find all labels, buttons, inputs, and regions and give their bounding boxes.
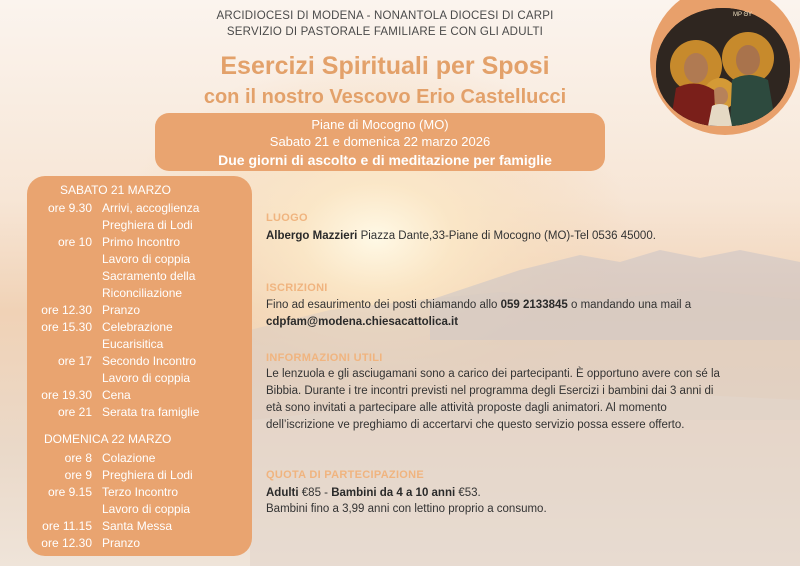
day2-title: DOMENICA 22 MARZO: [44, 432, 172, 446]
luogo-text: [266, 228, 786, 245]
phone-number: 059 2133845: [500, 299, 568, 311]
venue-address: Piazza Dante,33-Piane di Mocogno (MO)-Tel 0536 45000.: [357, 230, 656, 242]
schedule-item: [30, 387, 250, 404]
quota-prices: [266, 485, 786, 502]
iscrizioni-mail-intro: o mandando una mail a: [567, 299, 692, 311]
schedule-activity-line: Preghiera di Lodi: [102, 468, 193, 482]
bambini-label: Bambini da 4 a 10 anni: [331, 487, 456, 499]
tagline-text: Due giorni di ascolto e di meditazione per famiglie: [218, 152, 552, 168]
schedule-time: ore 19.30: [41, 388, 92, 402]
schedule-activity: [102, 404, 199, 421]
schedule-time: ore 9: [64, 468, 92, 482]
info-utili-text: [266, 366, 791, 434]
schedule-item: [30, 535, 250, 552]
quota-label: QUOTA DI PARTECIPAZIONE: [266, 469, 425, 481]
schedule-activity-line: Preghiera di Lodi: [102, 218, 193, 232]
schedule-activity: [102, 467, 193, 484]
diocese-header: ARCIDIOCESI DI MODENA - NONANTOLA DIOCESI DI CARPI: [216, 10, 554, 22]
schedule-item: [30, 467, 250, 484]
adulti-label: Adulti: [266, 487, 299, 499]
schedule-time: ore 8: [64, 451, 92, 465]
place-text: Piane di Mocogno (MO): [311, 117, 449, 132]
schedule-activity: [102, 518, 172, 535]
schedule-activity-line: Pranzo: [102, 536, 141, 550]
schedule-activity-line: Colazione: [102, 451, 156, 465]
schedule-item: [30, 518, 250, 535]
schedule-activity-line: Secondo Incontro: [102, 354, 197, 368]
bambini-price: €53.: [455, 487, 481, 499]
schedule-item: [30, 319, 250, 353]
info-line: dell’iscrizione ve preghiamo di accertarvi che questo servizio possa essere offerto.: [266, 419, 685, 431]
info-line: Bibbia. Durante i tre incontri previsti nel programma degli Esercizi i bambini dai 3 anni di: [266, 385, 714, 397]
schedule-item: [30, 404, 250, 421]
schedule-activity: [102, 450, 155, 467]
schedule-activity: [102, 302, 140, 319]
schedule-activity-line: Santa Messa: [102, 519, 173, 533]
info-line: Le lenzuola e gli asciugamani sono a carico dei partecipanti. È opportuno avere con sé la: [266, 368, 720, 380]
schedule-activity: [102, 535, 140, 552]
icon-caption: ΜΡ ΘΥ: [733, 12, 753, 18]
schedule-time: ore 12.30: [41, 536, 92, 550]
schedule-item: [30, 450, 250, 467]
schedule-activity: [102, 234, 195, 302]
schedule-activity-line: Lavoro di coppia: [102, 502, 191, 516]
info-line: età sono invitati a partecipare alle attività proposte dagli animatori. Al momento: [266, 402, 667, 414]
holy-family-icon: [656, 8, 790, 126]
schedule-time: ore 17: [57, 354, 92, 368]
schedule-activity-line: Riconciliazione: [102, 286, 183, 300]
main-subtitle: con il nostro Vescovo Erio Castellucci: [203, 86, 567, 108]
schedule-activity-line: Primo Incontro: [102, 235, 181, 249]
email-link[interactable]: cdpfam@modena.chiesacattolica.it: [266, 316, 459, 328]
schedule-time: ore 10: [57, 235, 92, 249]
service-header: SERVIZIO DI PASTORALE FAMILIARE E CON GLI ADULTI: [226, 26, 544, 38]
day2-schedule: [30, 450, 250, 552]
venue-name: Albergo Mazzieri: [266, 230, 358, 242]
schedule-time: ore 11.15: [42, 519, 92, 533]
schedule-item: [30, 484, 250, 518]
iscrizioni-text: [266, 297, 786, 331]
schedule-activity: [102, 319, 173, 353]
schedule-activity-line: Celebrazione: [102, 320, 173, 334]
schedule-item: [30, 200, 250, 234]
schedule-time: ore 9.15: [47, 485, 92, 499]
info-utili-label: INFORMAZIONI UTILI: [266, 352, 383, 364]
iscrizioni-intro: Fino ad esaurimento dei posti chiamando allo: [266, 299, 501, 311]
day1-schedule: [30, 200, 250, 421]
schedule-time: ore 15.30: [41, 320, 92, 334]
schedule-time: ore 12.30: [41, 303, 92, 317]
schedule-time: ore 9.30: [47, 201, 92, 215]
schedule-activity-line: Sacramento della: [102, 269, 196, 283]
adulti-price: €85 -: [298, 487, 332, 499]
schedule-activity-line: Cena: [102, 388, 131, 402]
schedule-activity-line: Lavoro di coppia: [102, 252, 191, 266]
schedule-activity-line: Eucarisitica: [102, 337, 164, 351]
schedule-item: [30, 353, 250, 387]
iscrizioni-label: ISCRIZIONI: [266, 282, 328, 294]
schedule-item: [30, 302, 250, 319]
schedule-activity-line: Terzo Incontro: [102, 485, 179, 499]
schedule-activity: [102, 387, 131, 404]
dates-text: Sabato 21 e domenica 22 marzo 2026: [269, 134, 491, 149]
schedule-activity: [102, 353, 196, 387]
schedule-activity: [102, 484, 190, 518]
schedule-time: ore 21: [57, 405, 92, 419]
schedule-activity: [102, 200, 199, 234]
schedule-activity-line: Arrivi, accoglienza: [102, 201, 200, 215]
schedule-activity-line: Pranzo: [102, 303, 141, 317]
main-title: Esercizi Spirituali per Sposi: [220, 52, 550, 80]
quota-note: Bambini fino a 3,99 anni con lettino proprio a consumo.: [266, 503, 547, 515]
luogo-label: LUOGO: [266, 212, 308, 224]
schedule-activity-line: Lavoro di coppia: [102, 371, 191, 385]
schedule-activity-line: Serata tra famiglie: [102, 405, 200, 419]
day1-title: SABATO 21 MARZO: [60, 183, 171, 197]
schedule-item: [30, 234, 250, 302]
